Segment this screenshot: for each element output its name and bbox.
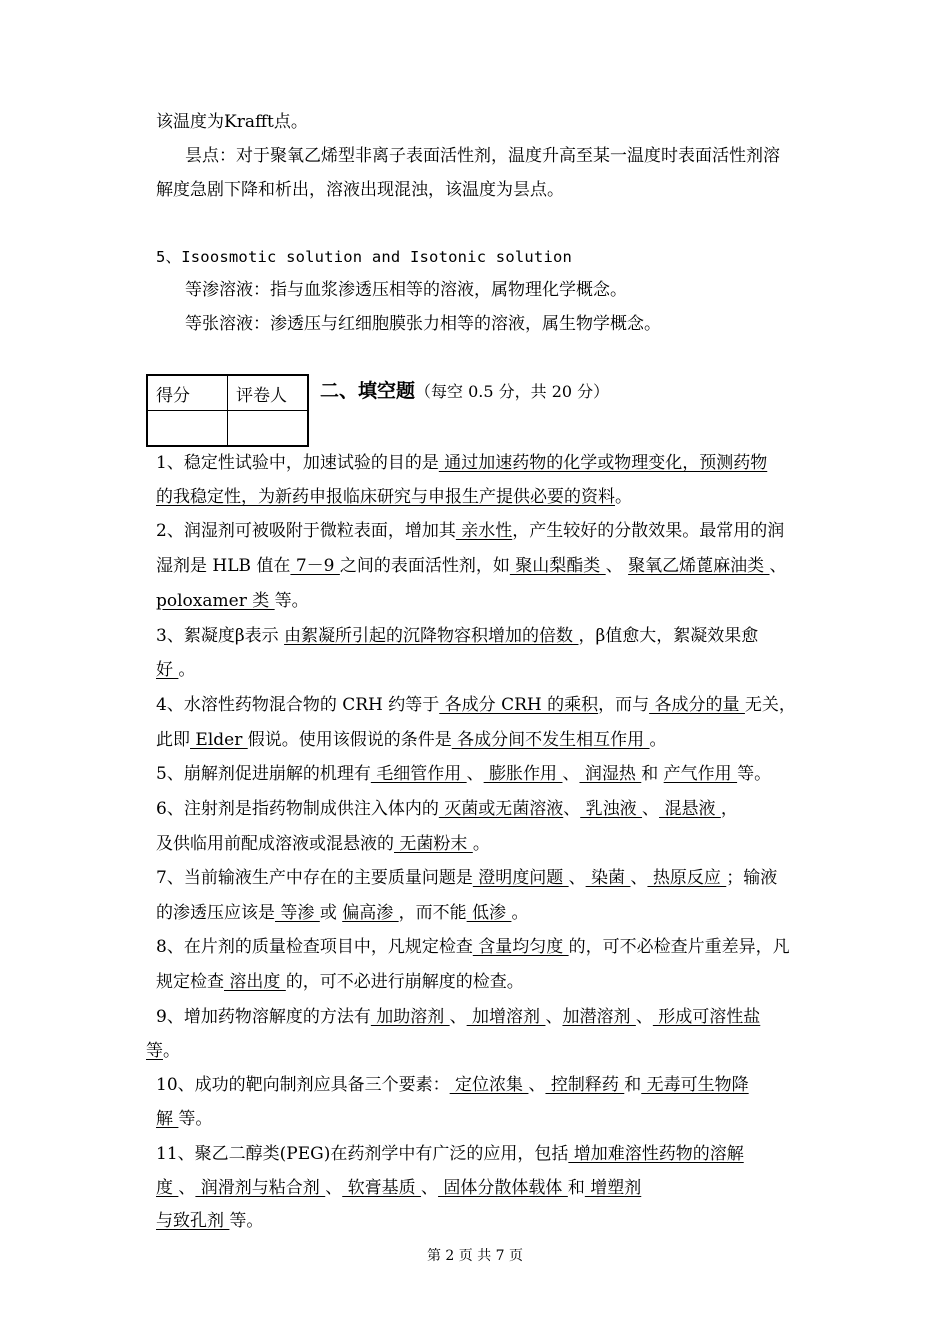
answer-7-2: 染菌 [585,868,631,888]
question-5-line1: 5、崩解剂促进崩解的机理有 毛细管作用 、 膨胀作用 、 润湿热 和 产气作用 等。 [156,764,772,784]
question-2-line3: poloxamer 类 等。 [156,591,309,611]
cloud-point-definition-line1: 昙点：对于聚氧乙烯型非离子表面活性剂，温度升高至某一温度时表面活性剂溶 [185,146,780,166]
answer-2-5: poloxamer 类 [156,591,275,611]
answer-2-2: 7－9 [290,556,340,576]
answer-6-1: 灭菌或无菌溶液 [438,799,564,819]
score-cell[interactable] [147,411,228,447]
grader-label: 评卷人 [228,375,309,411]
answer-5-3: 润湿热 [579,764,642,784]
answer-10-2: 控制释药 [545,1075,625,1095]
question-9-line2: 等。 [146,1041,180,1061]
answer-4-1: 各成分 CRH 的乘积 [439,695,599,715]
page-footer: 第 2 页 共 7 页 [426,1248,524,1264]
question-9-line1: 9、增加药物溶解度的方法有 加助溶剂 、 加增溶剂 、加潜溶剂 、 形成可溶性盐 [156,1007,761,1027]
question-4-line1: 4、水溶性药物混合物的 CRH 约等于 各成分 CRH 的乘积，而与 各成分的量 无关， [156,695,796,715]
question-4-line2: 此即 Elder 假说。使用该假说的条件是 各成分间不发生相互作用 。 [156,730,667,750]
answer-4-4: 各成分间不发生相互作用 [451,730,650,750]
answer-7-4: 等渗 [275,903,320,923]
answer-6-2: 乳浊液 [580,799,643,819]
question-8-line1: 8、在片剂的质量检查项目中，凡规定检查 含量均匀度 的，可不必检查片重差异，凡 [156,937,790,957]
question-10-line1: 10、成功的靶向制剂应具备三个要素： 定位浓集 、 控制释药 和 无毒可生物降 [156,1075,749,1095]
answer-9-4: 形成可溶性盐 [652,1007,761,1027]
isotonic-definition: 等张溶液：渗透压与红细胞膜张力相等的溶液，属生物学概念。 [185,314,661,334]
section-title: 二、填空题 [320,380,416,402]
answer-11-1-cont: 度 [156,1178,179,1198]
answer-2-1: 亲水性 [455,521,513,541]
answer-2-4: 聚氧乙烯蓖麻油类 [628,556,770,576]
answer-10-3: 无毒可生物降 [641,1075,749,1095]
answer-6-3: 混悬液 [659,799,721,819]
answer-8-1: 含量均匀度 [472,937,569,957]
question-2-line2: 湿剂是 HLB 值在 7－9 之间的表面活性剂，如 聚山梨酯类 、 聚氧乙烯蓖麻油类 、 [156,556,787,576]
isoosmotic-definition: 等渗溶液：指与血浆渗透压相等的溶液，属物理化学概念。 [185,280,627,300]
answer-1-cont: 的我稳定性，为新药申报临床研究与申报生产提供必要的资料 [156,487,615,507]
krafft-definition-end: 该温度为Krafft点。 [156,112,308,132]
score-label: 得分 [147,375,228,411]
answer-7-1: 澄明度问题 [472,868,569,888]
cloud-point-definition-line2: 解度急剧下降和析出，溶液出现混浊，该温度为昙点。 [156,180,564,200]
answer-3-1: 由絮凝所引起的沉降物容积增加的倍数 [284,626,579,646]
section-heading [320,381,609,402]
answer-4-2: 各成分的量 [649,695,745,715]
question-8-line2: 规定检查 溶出度 的，可不必进行崩解度的检查。 [156,972,524,992]
answer-7-3: 热原反应 [647,868,727,888]
answer-5-4: 产气作用 [663,764,738,784]
answer-6-4: 无菌粉末 [394,834,473,854]
answer-11-5: 增塑剂 [584,1178,642,1198]
grader-cell[interactable] [228,411,309,447]
question-3-line1: 3、絮凝度β表示 由絮凝所引起的沉降物容积增加的倍数 ，β值愈大，絮凝效果愈 [156,626,759,646]
answer-7-6: 低渗 [466,903,512,923]
question-1-line1: 1、稳定性试验中，加速试验的目的是 通过加速药物的化学或物理变化，预测药物 [156,453,768,473]
answer-11-1: 增加难溶性药物的溶解 [568,1144,744,1164]
question-2-line1: 2、润湿剂可被吸附于微粒表面，增加其 亲水性，产生较好的分散效果。最常用的润 [156,521,785,541]
question-11-line1: 11、聚乙二醇类(PEG)在药剂学中有广泛的应用，包括 增加难溶性药物的溶解 [156,1144,744,1164]
answer-2-3: 聚山梨酯类 [509,556,606,576]
question-7-line1: 7、当前输液生产中存在的主要质量问题是 澄明度问题 、 染菌 、 热原反应 ；输液 [156,868,778,888]
question-7-line2: 的渗透压应该是 等渗 或 偏高渗 ，而不能 低渗 。 [156,903,529,923]
question-11-line3: 与致孔剂 等。 [156,1211,264,1231]
answer-3-2: 好 [156,660,179,680]
term-question-5-title: 5、Isoosmotic solution and Isotonic solution [156,248,573,266]
answer-9-2: 加增溶剂 [466,1007,546,1027]
answer-7-5: 偏高渗 [342,903,399,923]
answer-4-3: Elder [190,730,248,750]
grade-box [146,374,309,447]
answer-1: 通过加速药物的化学或物理变化，预测药物 [438,453,768,473]
answer-11-4: 固体分散体载体 [438,1178,568,1198]
answer-9-3: 加潜溶剂 [562,1007,636,1027]
answer-10-1: 定位浓集 [449,1075,529,1095]
answer-9-4-cont: 等 [146,1041,163,1061]
question-1-line2: 的我稳定性，为新药申报临床研究与申报生产提供必要的资料。 [156,487,632,507]
answer-11-5-cont: 与致孔剂 [156,1211,230,1231]
question-6-line1: 6、注射剂是指药物制成供注入体内的 灭菌或无菌溶液、 乳浊液 、 混悬液 ， [156,799,738,819]
answer-8-2: 溶出度 [224,972,286,992]
answer-10-3-cont: 解 [156,1109,179,1129]
section-note: （每空 0.5 分，共 20 分） [415,382,610,401]
answer-11-3: 软膏基质 [342,1178,422,1198]
question-3-line2: 好 。 [156,660,196,680]
question-11-line2: 度 、 润滑剂与粘合剂 、 软膏基质 、 固体分散体载体 和 增塑剂 [156,1178,642,1198]
answer-9-1: 加助溶剂 [370,1007,450,1027]
answer-5-1: 毛细管作用 [370,764,467,784]
answer-11-2: 润滑剂与粘合剂 [195,1178,326,1198]
answer-5-2: 膨胀作用 [483,764,563,784]
question-6-line2: 及供临用前配成溶液或混悬液的 无菌粉末 。 [156,834,490,854]
question-10-line2: 解 等。 [156,1109,213,1129]
